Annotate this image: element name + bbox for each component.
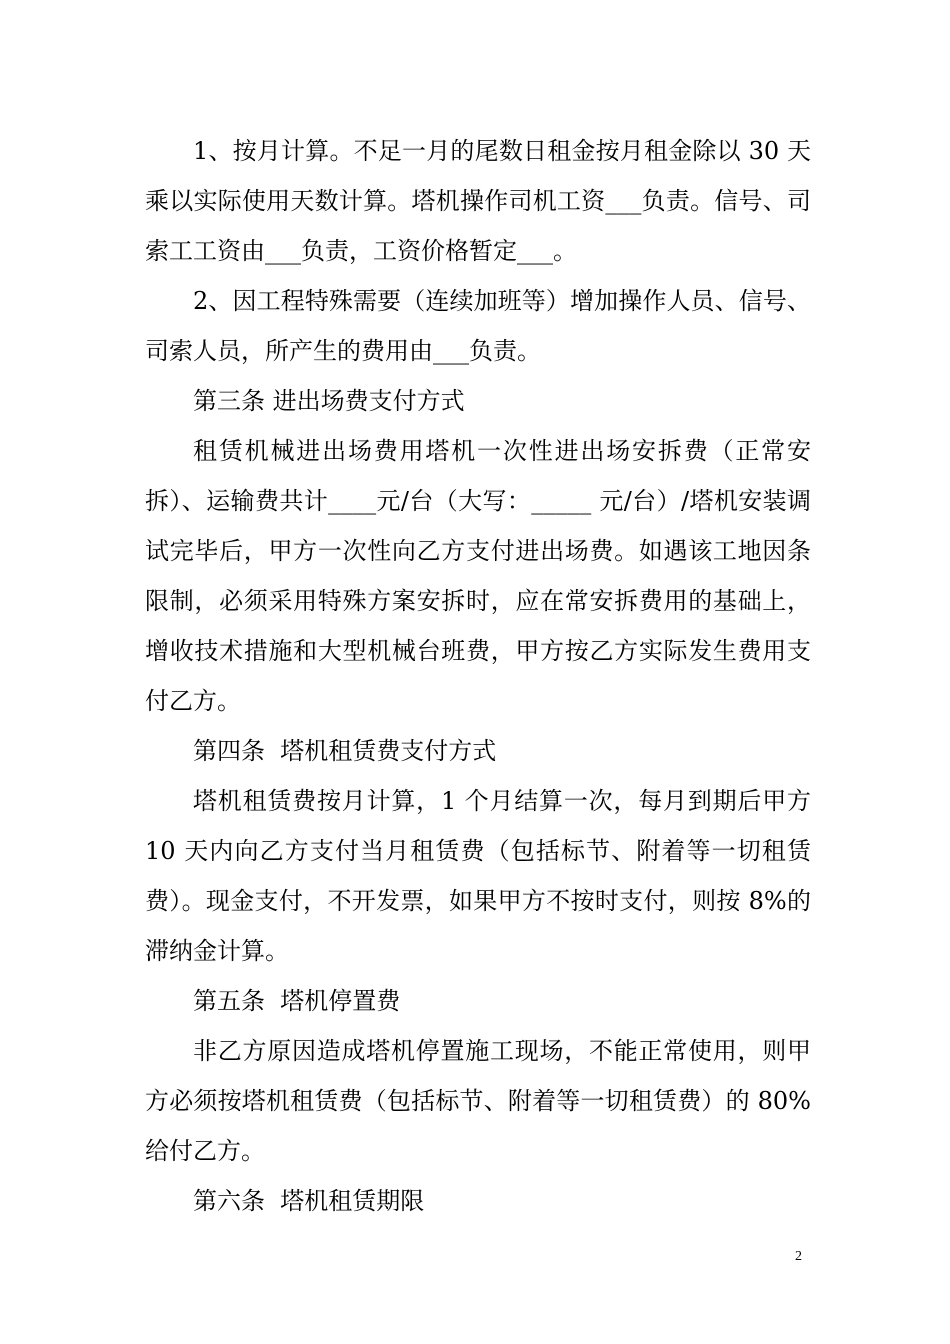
paragraph-article-3-body: 租赁机械进出场费用塔机一次性进出场安拆费（正常安拆）、运输费共计____元/台（大写：_____ 元/台）/塔机安装调试完毕后，甲方一次性向乙方支付进出场费。如遇该工地因条限制，必须采用特殊方案安拆时，应在常安拆费用的基础上，增收技术措施和大型机械台班费，甲方按乙方实际发生费用支付乙方。 — [145, 437, 811, 715]
section-heading-article-4: 第四条 塔机租赁费支付方式 — [193, 737, 497, 765]
document-body — [145, 126, 819, 1226]
section-heading-article-5: 第五条 塔机停置费 — [193, 987, 401, 1015]
section-heading-article-3: 第三条 进出场费支付方式 — [193, 387, 465, 415]
section-heading-article-6: 第六条 塔机租赁期限 — [193, 1187, 425, 1215]
paragraph-2: 2、因工程特殊需要（连续加班等）增加操作人员、信号、司索人员，所产生的费用由___负责。 — [145, 287, 811, 365]
paragraph-1: 1、按月计算。不足一月的尾数日租金按月租金除以 30 天乘以实际使用天数计算。塔机操作司机工资___负责。信号、司索工工资由___负责，工资价格暂定___。 — [145, 137, 811, 265]
paragraph-article-5-body: 非乙方原因造成塔机停置施工现场，不能正常使用，则甲方必须按塔机租赁费（包括标节、附着等一切租赁费）的 80%给付乙方。 — [145, 1037, 811, 1165]
paragraph-article-4-body: 塔机租赁费按月计算，1 个月结算一次，每月到期后甲方 10 天内向乙方支付当月租赁费（包括标节、附着等一切租赁费）。现金支付，不开发票，如果甲方不按时支付，则按 8%的滞纳金计算。 — [145, 787, 819, 965]
page-number: 2 — [795, 1249, 802, 1264]
